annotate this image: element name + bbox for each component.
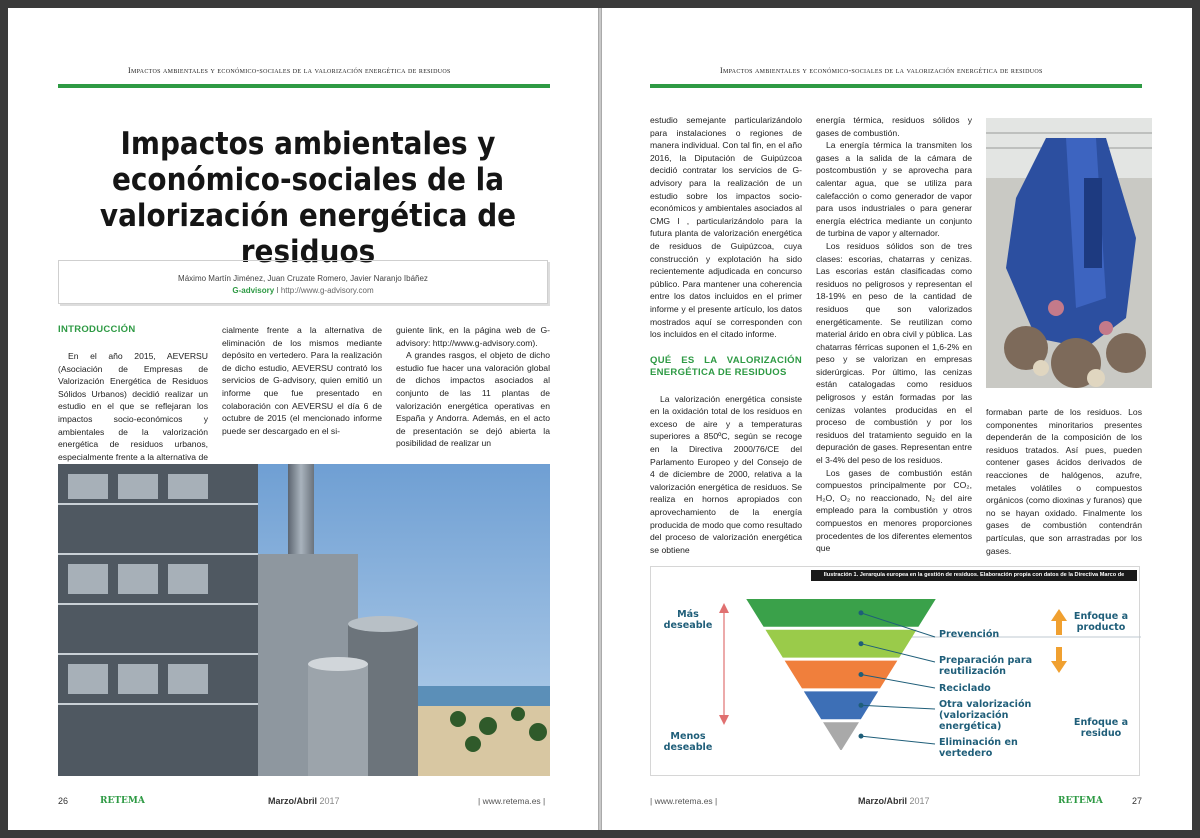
leader-line (861, 736, 935, 744)
intro-paragraph: En el año 2015, AEVERSU (Asociación de Empresas de Valorización Energética de Residuos Sólidos Urbanos) decidió realizar un estudio en el que se reflejaran los impactos socio-económicos y ambientales de la valorización energética de residuos urbanos, especialmente frente a la alternativa de (58, 351, 209, 462)
crane-photo (986, 118, 1152, 388)
solids-paragraph: Los residuos sólidos son de tres clases: escorias, chatarras y cenizas. Las escorias están clasificadas como residuos no peligrosos y representan el 18-19% en peso de la cantidad de residuos que son valorizados energéticamente. Se reutilizan como material árido en obra civil y pública. Las chatarras férricas suponen el 1,6-2% en peso y se valorizan en empresas siderúrgicas. Por último, las cenizas están catalogadas como residuos peligrosos y están formadas por las cenizas volantes producidas en el proceso de combustión y por los residuos del tratamiento seguido en la depuración de gases. Representan entre el 3-4% del peso de los residuos. (816, 240, 972, 466)
label-more-desirable: Más deseable (663, 609, 713, 631)
band-prevention (746, 599, 936, 627)
issue-date-left: Marzo/Abril 2017 (268, 796, 340, 806)
left-column-2 (222, 324, 382, 448)
plant-image (58, 464, 550, 776)
study-paragraph: estudio semejante particularizándolo para instalaciones o regiones de manera individual. Con tal fin, en el año 2016, la Diputación de Guipúzcoa decidió contratar los servicios de G-advisory para la realización de un estudio sobre los impactos socio-económicos y ambientales asociados al CMG I , particularizándolo para la futura planta de valorización energética de residuos de Guipúzcoa, cuya construcción y explotación ha sido recientemente adjudicada en concurso público. Para mantener una coherencia entre los datos incluidos en el primer informe y el presente artículo, los datos mostrados aquí se corresponden con los incluidos en el citado informe. (650, 115, 802, 340)
scale-arrow-down (719, 715, 729, 725)
right-column-1 (650, 114, 802, 556)
crane-image (986, 118, 1152, 388)
label-product-focus: Enfoque a producto (1073, 611, 1129, 633)
objective-paragraph: A grandes rasgos, el objeto de dicho estudio fue hacer una valoración global de dichos impactos asociados al conjunto de las 11 plantas de valorización energética operativas en España y Andorra. Además, en el acto de presentación se dejó abierta la posibilidad de realizar un (396, 350, 550, 449)
running-head: Impactos ambientales y económico-sociales de la valorización energética de residuos (128, 66, 451, 75)
brand-left: RETEMA (100, 796, 145, 806)
level-recycling: Reciclado (939, 683, 991, 694)
gases-paragraph: Los gases de combustión están compuestos principalmente por CO₂, H₂O, O₂ no reaccionado, N₂ del aire empleado para la combustión y otros compuestos en menores proporciones procedentes de los diferentes elementos que (816, 467, 972, 554)
components-paragraph: formaban parte de los residuos. Los componentes minoritarios presentes dependerán de la composición de los residuos tratados. Así pues, pueden contener gases ácidos derivados de reacciones de halógenos, azufre, metales volátiles o compuestos orgánicos (como dioxinas y furanos) que no se hayan oxidado. Finalmente los gases de combustión contendrán partículas, que son arrastradas por los gases. (986, 407, 1142, 556)
left-column-1 (58, 324, 209, 462)
authors: Máximo Martín Jiménez, Juan Cruzate Romero, Javier Naranjo Ibáñez (178, 274, 428, 283)
left-column-3 (396, 324, 550, 447)
page-number-left: 26 (58, 796, 69, 806)
section-heading-what: QUÉ ES LA VALORIZACIÓN ENERGÉTICA DE RESIDUOS (650, 354, 802, 378)
scale-arrow-up (719, 603, 729, 613)
definition-paragraph: La valorización energética consiste en la oxidación total de los residuos en exceso de aire y a temperaturas superiores a 850ºC, según se recoge en la Directiva 2000/76/CE del Parlamento Europeo y del Consejo de 4 de diciembre de 2000, relativa a la valorización energética de residuos. Se realiza en hornos apropiados con aprovechamiento de la energía producida de modo que como resultado del proceso de valorización energética se obtiene (650, 393, 802, 555)
link-paragraph: guiente link, en la página web de G-advisory: http://www.g-advisory.com). (396, 325, 550, 348)
waste-hierarchy-diagram (650, 566, 1140, 776)
arrow-down-icon (1051, 647, 1067, 673)
intro-continued: cialmente frente a la alternativa de eliminación de los mismos mediante depósito en vertedero. Para la realización de dicho estudio, AEVERSU contrató los servicios de G-advisory, quien emitió un informe que fue presentado en colaboración con AEVERSU el día 6 de octubre de 2015 (el mencionado informe puede ser descargado en el si- (222, 325, 382, 436)
leader-line (861, 705, 935, 709)
thermal-paragraph: La energía térmica la transmiten los gases a la salida de la cámara de postcombustión y se aprovecha para calentar agua, que se utiliza para calefacción o como generador de vapor para usos industriales o para generar energía eléctrica mediante un conjunto de turbina de vapor y alternador. (816, 140, 972, 239)
band-landfill (823, 722, 859, 750)
band-reuse (765, 630, 916, 658)
footer-url-left[interactable]: | www.retema.es | (478, 796, 546, 806)
article-title: Impactos ambientales y económico-sociales de la valorización energética de residuos (99, 126, 517, 270)
author-box (58, 260, 548, 304)
footer-url-right[interactable]: | www.retema.es | (650, 796, 718, 806)
hierarchy-graphic (651, 567, 1141, 777)
leader-dot (859, 703, 863, 707)
right-column-3 (986, 406, 1142, 557)
right-column-2 (816, 114, 972, 555)
label-less-desirable: Menos deseable (663, 731, 713, 753)
level-landfill: Eliminación en vertedero (939, 737, 1018, 759)
header-rule-right (650, 84, 1142, 88)
level-prevention: Prevención (939, 629, 1000, 640)
section-heading-intro: INTRODUCCIÓN (58, 324, 136, 335)
leader-dot (859, 734, 863, 738)
level-other-recovery: Otra valorización (valorización energética) (939, 699, 1032, 732)
issue-date-right: Marzo/Abril 2017 (858, 796, 930, 806)
leader-dot (859, 642, 863, 646)
leader-dot (859, 673, 863, 677)
running-head-right: Impactos ambientales y económico-sociales de la valorización energética de residuos (720, 66, 1043, 75)
header-rule (58, 84, 550, 88)
left-page (8, 8, 598, 830)
company-url: I http://www.g-advisory.com (276, 286, 374, 295)
diagram-caption: Ilustración 1. Jerarquía europea en la gestión de residuos. Elaboración propia con datos de la Directiva Marco de Residuos (811, 570, 1137, 581)
brand-right: RETEMA (1058, 796, 1103, 806)
level-reuse: Preparación para reutilización (939, 655, 1033, 677)
company-name: G-advisory (232, 286, 275, 295)
page-number-right: 27 (1132, 796, 1143, 806)
leader-dot (859, 611, 863, 615)
products-paragraph: energía térmica, residuos sólidos y gases de combustión. (816, 115, 972, 138)
band-recycling (785, 661, 898, 689)
right-page (602, 8, 1192, 830)
label-waste-focus: Enfoque a residuo (1073, 717, 1129, 739)
plant-photo (58, 464, 550, 776)
